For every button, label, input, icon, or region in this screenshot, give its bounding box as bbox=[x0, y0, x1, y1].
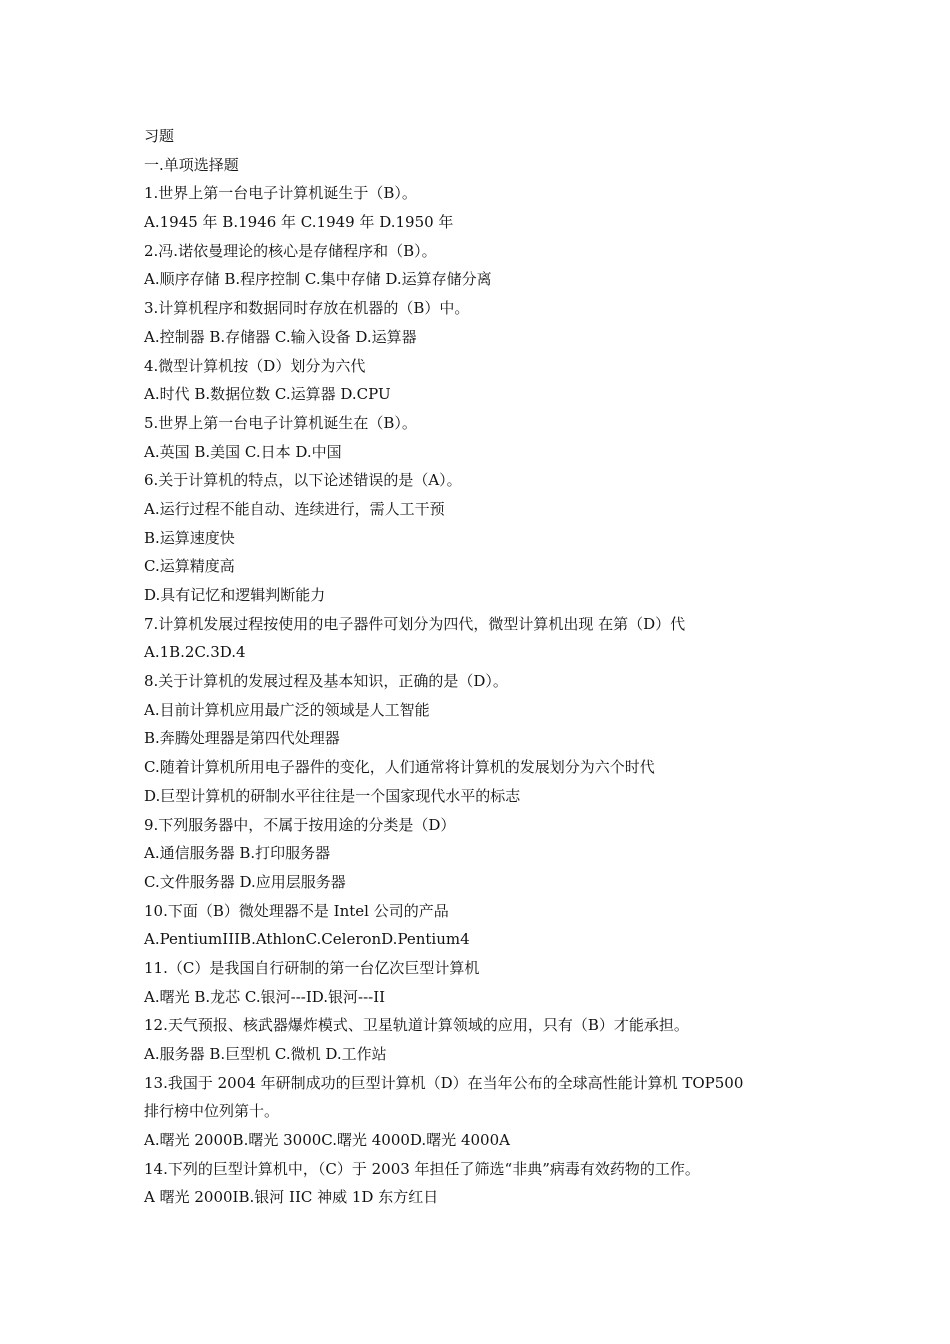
text-line: D.具有记忆和逻辑判断能力 bbox=[144, 586, 326, 604]
text-line: A.1B.2C.3D.4 bbox=[144, 643, 246, 662]
text-line: A.时代 B.数据位数 C.运算器 D.CPU bbox=[144, 385, 391, 404]
text-line: A.控制器 B.存储器 C.输入设备 D.运算器 bbox=[144, 327, 417, 346]
text-line: 7.计算机发展过程按使用的电子器件可划分为四代，微型计算机出现 在第（D）代 bbox=[144, 614, 686, 633]
text-line: A.服务器 B.巨型机 C.微机 D.工作站 bbox=[144, 1045, 387, 1063]
text-line: 排行榜中位列第十。 bbox=[144, 1102, 280, 1121]
text-line: A.英国 B.美国 C.日本 D.中国 bbox=[144, 442, 342, 461]
text-line: A.曙光 B.龙芯 C.银河---ID.银河---II bbox=[144, 987, 386, 1006]
text-line: A.PentiumIIIB.AthlonC.CeleronD.Pentium4 bbox=[144, 930, 470, 949]
text-line: 13.我国于 2004 年研制成功的巨型计算机（D）在当年公布的全球高性能计算机 TOP500 bbox=[144, 1073, 744, 1092]
text-line: 2.冯.诺依曼理论的核心是存储程序和（B）。 bbox=[144, 241, 437, 260]
text-line: A.目前计算机应用最广泛的领域是人工智能 bbox=[144, 700, 430, 719]
text-line: A.通信服务器 B.打印服务器 bbox=[144, 844, 331, 863]
text-line: C.运算精度高 bbox=[144, 557, 235, 576]
text-line: B.奔腾处理器是第四代处理器 bbox=[144, 729, 340, 748]
text-line: 10.下面（B）微处理器不是 Intel 公司的产品 bbox=[144, 901, 449, 920]
text-line: 4.微型计算机按（D）划分为六代 bbox=[144, 356, 366, 375]
text-line: C.文件服务器 D.应用层服务器 bbox=[144, 872, 346, 891]
text-line: 11.（C）是我国自行研制的第一台亿次巨型计算机 bbox=[144, 958, 480, 977]
text-line: A.顺序存储 B.程序控制 C.集中存储 D.运算存储分离 bbox=[144, 270, 492, 289]
text-line: B.运算速度快 bbox=[144, 528, 235, 547]
text-line: 6.关于计算机的特点，以下论述错误的是（A）。 bbox=[144, 471, 462, 490]
text-line: 3.计算机程序和数据同时存放在机器的（B）中。 bbox=[144, 299, 470, 318]
text-line: A.曙光 2000B.曙光 3000C.曙光 4000D.曙光 4000A bbox=[144, 1131, 510, 1150]
text-line: C.随着计算机所用电子器件的变化，人们通常将计算机的发展划分为六个时代 bbox=[144, 758, 655, 777]
text-line: A.1945 年 B.1946 年 C.1949 年 D.1950 年 bbox=[144, 213, 454, 232]
section-title: 一.单项选择题 bbox=[144, 155, 239, 174]
text-line: 5.世界上第一台电子计算机诞生在（B）。 bbox=[144, 413, 417, 432]
document-body bbox=[144, 122, 804, 1212]
text-line: A.运行过程不能自动、连续进行，需人工干预 bbox=[144, 499, 445, 518]
text-line: 12.天气预报、核武器爆炸模式、卫星轨道计算领域的应用，只有（B）才能承担。 bbox=[144, 1016, 689, 1035]
document-heading: 习题 bbox=[144, 127, 175, 145]
text-line: 14.下列的巨型计算机中，（C）于 2003 年担任了筛选“非典”病毒有效药物的工作。 bbox=[144, 1159, 700, 1178]
text-line: D.巨型计算机的研制水平往往是一个国家现代水平的标志 bbox=[144, 786, 521, 805]
text-line: 1.世界上第一台电子计算机诞生于（B）。 bbox=[144, 184, 417, 203]
text-line: 8.关于计算机的发展过程及基本知识，正确的是（D）。 bbox=[144, 672, 508, 691]
text-line: A 曙光 2000IB.银河 IIC 神威 1D 东方红日 bbox=[144, 1188, 439, 1207]
text-line: 9.下列服务器中，不属于按用途的分类是（D） bbox=[144, 815, 456, 834]
